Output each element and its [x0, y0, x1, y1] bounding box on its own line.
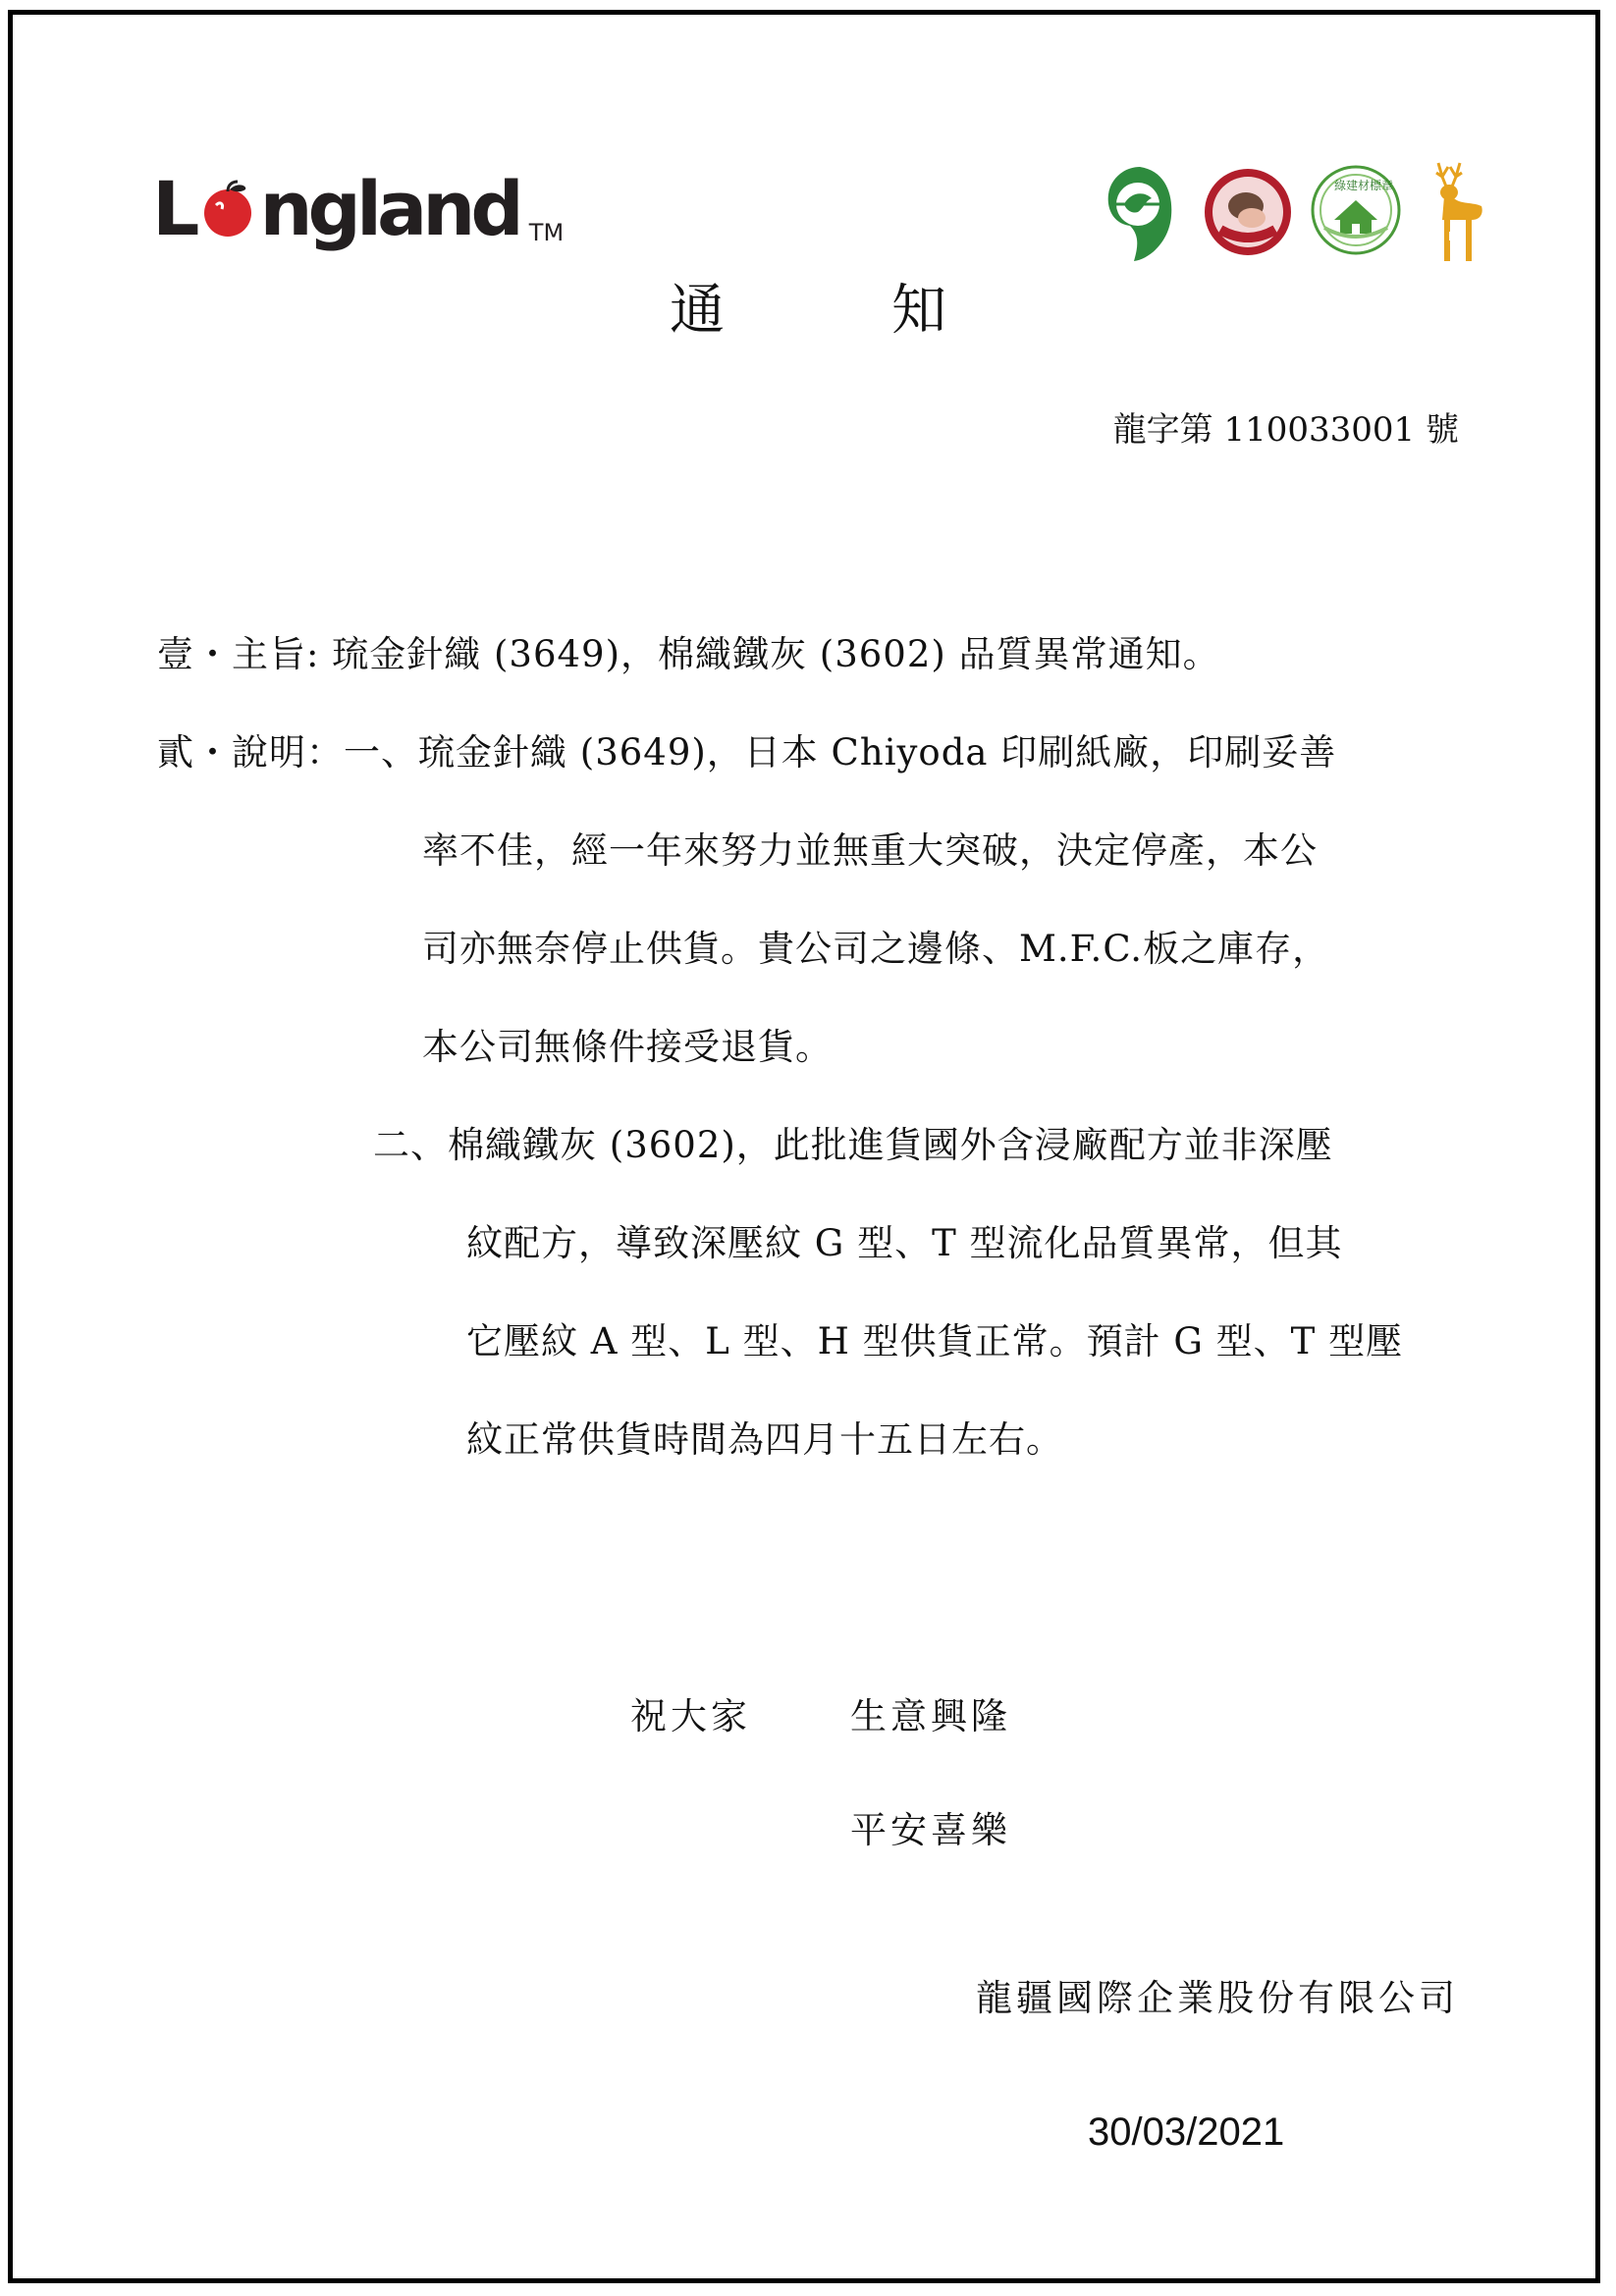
explanation-line-3: 司亦無奈停止供貨。貴公司之邊條、M.F.C.板之庫存， — [422, 928, 1330, 970]
eo-label: EO — [1448, 230, 1467, 243]
explanation-line-1: 貳・說明：一、琉金針織 (3649)，日本 Chiyoda 印刷紙廠，印刷妥善 — [157, 731, 1337, 774]
company-name: 龍疆國際企業股份有限公司 — [976, 1977, 1459, 2019]
green-mark-badge-icon — [1104, 165, 1175, 263]
title-char-1: 通 — [670, 279, 725, 343]
explanation-line-5: 二、棉織鐵灰 (3602)，此批進貨國外含浸廠配方並非深壓 — [373, 1124, 1333, 1166]
title-char-2: 知 — [891, 279, 946, 343]
antibacterial-badge — [1203, 167, 1293, 257]
logo-text-l: L — [152, 165, 195, 252]
closing-wish-1: 生意興隆 — [850, 1695, 1011, 1737]
explanation-line-4: 本公司無條件接受退貨。 — [422, 1026, 833, 1068]
green-building-badge — [1309, 163, 1403, 257]
explanation-line-2: 率不佳，經一年來努力並無重大突破，決定停產，本公 — [422, 829, 1318, 872]
deer-icon — [1417, 159, 1507, 265]
explanation-line-7: 它壓紋 A 型、L 型、H 型供貨正常。預計 G 型、T 型壓 — [466, 1320, 1404, 1362]
closing-greeting: 祝大家 — [630, 1695, 751, 1737]
antibacterial-icon — [1203, 167, 1293, 257]
certification-badges — [1104, 159, 1507, 267]
closing-wish-2: 平安喜樂 — [850, 1809, 1011, 1851]
longland-logo — [152, 165, 564, 253]
logo-text-ngland: ngland — [259, 165, 519, 252]
notice-date: 30/03/2021 — [1088, 2110, 1285, 2154]
apple-icon — [198, 180, 257, 239]
reference-number: 龍字第 110033001 號 — [1112, 410, 1459, 450]
green-building-label: 綠建材標章 — [1334, 179, 1394, 192]
explanation-line-6: 紋配方，導致深壓紋 G 型、T 型流化品質異常，但其 — [466, 1222, 1343, 1264]
explanation-line-8: 紋正常供貨時間為四月十五日左右。 — [466, 1418, 1063, 1461]
eo-deer-badge — [1417, 159, 1507, 265]
logo-trademark: TM — [528, 219, 565, 246]
subject-line: 壹・主旨: 琉金針織 (3649)，棉織鐵灰 (3602) 品質異常通知。 — [157, 633, 1220, 675]
notice-title — [0, 267, 1616, 346]
